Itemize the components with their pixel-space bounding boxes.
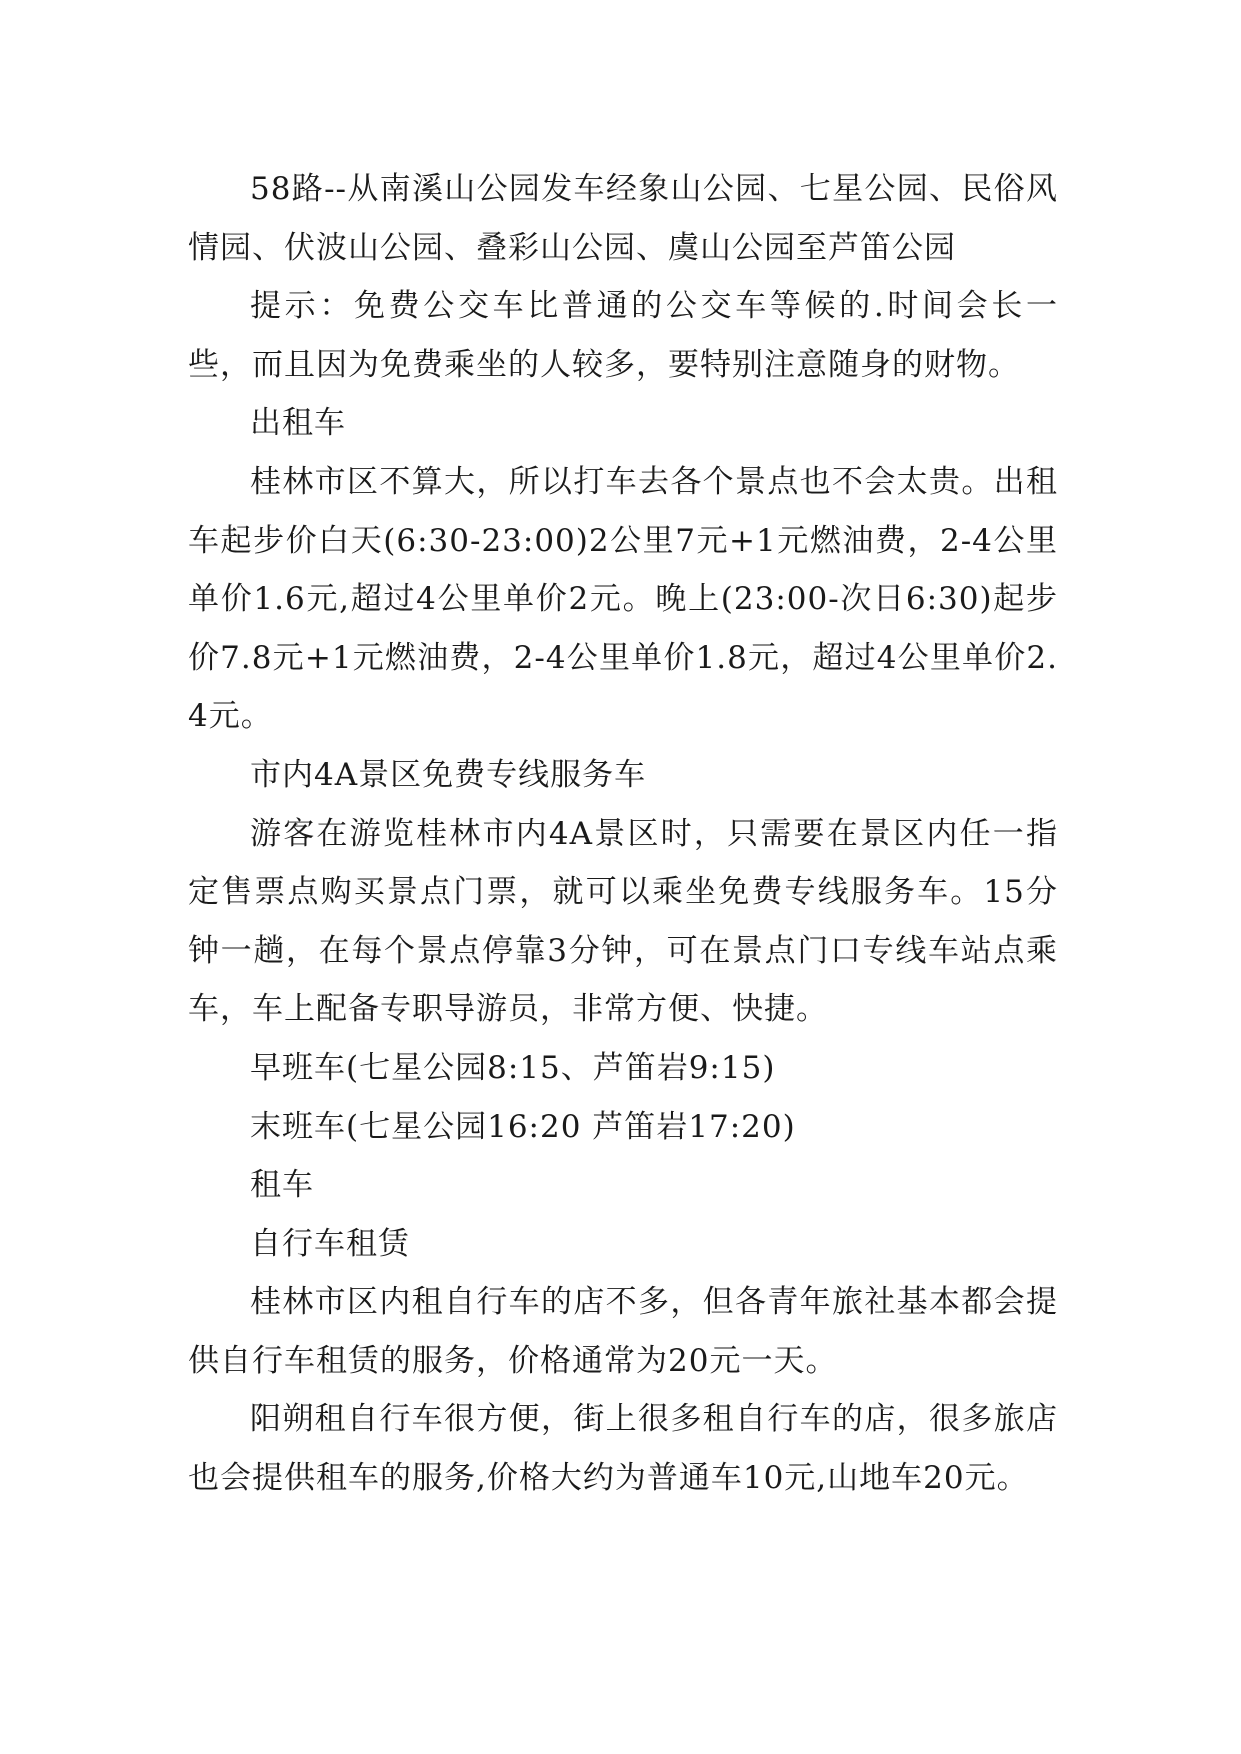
heading-taxi: 出租车 bbox=[250, 405, 346, 442]
paragraph-free-shuttle: 游客在游览桂林市内4A景区时，只需要在景区内任一指定售票点购买景点门票，就可以乘坐免费专线服务车。15分钟一趟，在每个景点停靠3分钟，可在景点门口专线车站点乘车，车上配备专职导游员，非常方便、快捷。 bbox=[188, 815, 1058, 1028]
paragraph-guilin-bike-rental: 桂林市区内租自行车的店不多，但各青年旅社基本都会提供自行车租赁的服务，价格通常为20元一天。 bbox=[188, 1284, 1058, 1379]
document-page bbox=[188, 160, 1058, 1508]
paragraph-yangshuo-bike-rental: 阳朔租自行车很方便，街上很多租自行车的店，很多旅店也会提供租车的服务,价格大约为普通车10元,山地车20元。 bbox=[188, 1401, 1058, 1497]
paragraph-first-bus: 早班车(七星公园8:15、芦笛岩9:15) bbox=[250, 1049, 776, 1086]
paragraph-last-bus: 末班车(七星公园16:20 芦笛岩17:20) bbox=[250, 1108, 796, 1145]
heading-car-rental: 租车 bbox=[250, 1167, 314, 1204]
heading-bike-rental: 自行车租赁 bbox=[250, 1225, 410, 1262]
paragraph-taxi-fares: 桂林市区不算大，所以打车去各个景点也不会太贵。出租车起步价白天(6:30-23:00)2公里7元+1元燃油费，2-4公里单价1.6元,超过4公里单价2元。晚上(23:00-次日6:30)起步价7.8元+1元燃油费，2-4公里单价1.8元，超过4公里单价2.4元。 bbox=[188, 463, 1058, 735]
paragraph-tip: 提示：免费公交车比普通的公交车等候的.时间会长一些，而且因为免费乘坐的人较多，要特别注意随身的财物。 bbox=[188, 288, 1058, 383]
heading-free-shuttle: 市内4A景区免费专线服务车 bbox=[250, 756, 647, 793]
paragraph-bus-route-58: 58路--从南溪山公园发车经象山公园、七星公园、民俗风情园、伏波山公园、叠彩山公园、虞山公园至芦笛公园 bbox=[188, 171, 1058, 266]
